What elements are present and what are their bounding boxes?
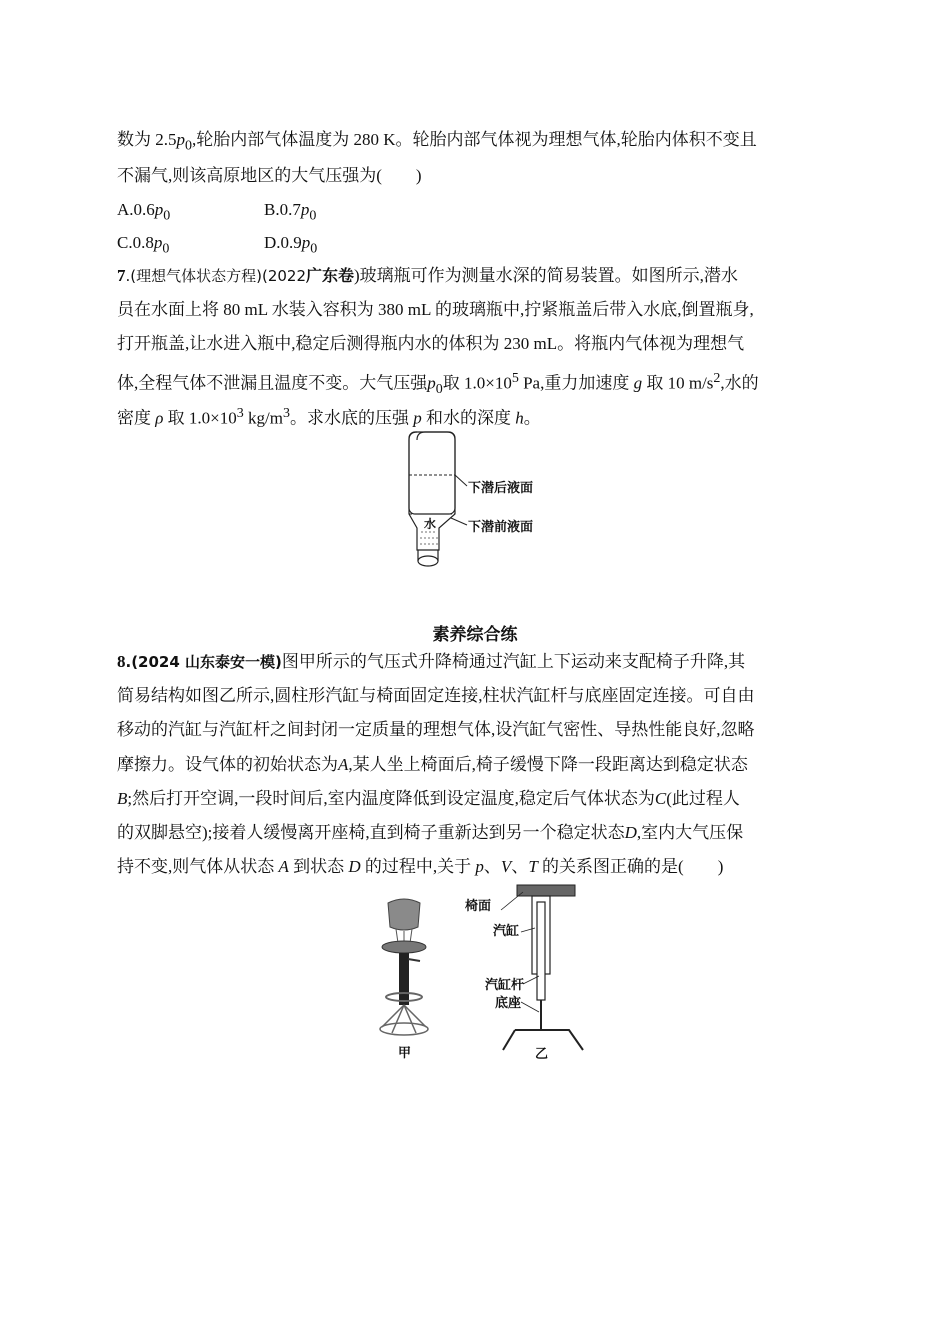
label-seat: 椅面 (465, 899, 492, 914)
subscript: 0 (309, 208, 317, 224)
question-number: 7 (117, 266, 126, 285)
q7-line-2: 员在水面上将 80 mL 水装入容积为 380 mL 的玻璃瓶中,拧紧瓶盖后带入水底,倒置瓶身, (117, 300, 754, 319)
superscript: 3 (282, 406, 290, 421)
chair-seat (382, 941, 426, 953)
q7-text: 。求水底的压强 (289, 408, 409, 428)
label-water: 水 (424, 517, 437, 531)
q7-text: 取 10 m/s (646, 373, 714, 393)
leader-base (521, 1002, 539, 1012)
var-V: V (500, 857, 512, 876)
q6-option-a[interactable] (117, 200, 170, 226)
chair-leg (404, 1005, 416, 1033)
caption-jia: 甲 (398, 1046, 412, 1061)
q8-line-3: 移动的汽缸与汽缸杆之间封闭一定质量的理想气体,设汽缸气密性、导热性能良好,忽略 (117, 720, 755, 739)
var-p: p (300, 200, 310, 219)
q6-option-b[interactable] (264, 200, 316, 226)
q8-text: ,某人坐上椅面后,椅子缓慢下降一段距离达到稳定状态 (348, 755, 748, 774)
q6-option-c[interactable] (117, 233, 169, 259)
question-source: 广东卷 (306, 266, 355, 285)
chair-gas-spring (399, 953, 409, 1005)
q8-text: (此过程人 (666, 789, 740, 808)
var-A: A (338, 755, 349, 774)
subscript: 0 (163, 208, 171, 224)
label-before-dive: 下潜前液面 (468, 520, 534, 535)
q7-line-4 (117, 369, 759, 400)
q8-text: 的关系图正确的是( ) (542, 857, 724, 876)
q8-text: 摩擦力。设气体的初始状态为 (117, 755, 338, 774)
var-D: D (624, 823, 637, 842)
question-tag: .(2024 山东泰安一模) (125, 653, 282, 671)
question-number: 8 (117, 652, 126, 671)
var-B: B (117, 789, 128, 808)
q8-text: 图甲所示的气压式升降椅通过汽缸上下运动来支配椅子升降,其 (281, 652, 746, 671)
q6-option-d[interactable] (264, 233, 317, 259)
chair-backrest (388, 899, 420, 930)
q7-text: 取 1.0×10 (442, 373, 512, 393)
subscript: 0 (310, 241, 318, 257)
q7-line-3: 打开瓶盖,让水进入瓶中,稳定后测得瓶内水的体积为 230 mL。将瓶内气体视为理想气 (117, 334, 745, 353)
question-tag: .(理想气体状态方程)(2022 (125, 267, 306, 285)
q8-text: 到状态 (293, 857, 345, 876)
option-label: A.0.6 (117, 200, 155, 219)
q8-text: 、 (511, 857, 529, 876)
q7-text: )玻璃瓶可作为测量水深的简易装置。如图所示,潜水 (354, 266, 738, 285)
var-p: p (475, 857, 484, 876)
chair-base-ring (380, 1023, 428, 1035)
cylinder-rod (537, 902, 545, 1000)
bottle-figure (395, 428, 565, 568)
var-p: p (153, 233, 163, 252)
q8-line-6 (117, 823, 743, 843)
option-label: D.0.9 (264, 233, 302, 252)
q8-line-4 (117, 755, 748, 775)
q8-line-5 (117, 789, 740, 809)
q8-text: 持不变,则气体从状态 (117, 857, 275, 876)
superscript: 3 (236, 406, 244, 421)
label-rod: 汽缸杆 (485, 978, 525, 993)
var-p: p (154, 200, 164, 219)
q6-line-2: 不漏气,则该高原地区的大气压强为( ) (117, 166, 422, 185)
label-after-dive: 下潜后液面 (468, 481, 534, 496)
section-title: 素养综合练 (432, 625, 518, 644)
var-g: g (633, 373, 643, 393)
var-p: p (413, 408, 422, 428)
seat-plate (517, 885, 575, 896)
leader-before (451, 518, 467, 525)
var-rho: ρ (155, 408, 164, 428)
caption-yi: 乙 (535, 1047, 549, 1062)
bottle-cap-ellipse (418, 556, 438, 566)
q7-text: 和水的深度 (425, 408, 511, 428)
q7-text: 体,全程气体不泄漏且温度不变。大气压强 (117, 373, 428, 393)
leader-seat (501, 892, 523, 910)
q7-text: 取 1.0×10 (167, 408, 237, 428)
q8-line-1 (117, 652, 745, 672)
subscript: 0 (435, 382, 443, 398)
subscript: 0 (185, 138, 192, 154)
q7-text: kg/m (243, 408, 283, 428)
q6-line-1 (117, 130, 757, 156)
chair-schematic-figure (465, 880, 595, 1065)
q8-text: 的过程中,关于 (364, 857, 472, 876)
q7-text: Pa,重力加速度 (518, 373, 630, 393)
q8-line-7 (117, 857, 723, 877)
bottle-outline (409, 432, 455, 550)
bottle-body (409, 432, 455, 514)
option-label: B.0.7 (264, 200, 301, 219)
q7-text: 。 (523, 408, 541, 428)
subscript: 0 (162, 241, 170, 257)
superscript: 2 (713, 371, 721, 386)
chair-leg (392, 1005, 404, 1033)
var-p: p (427, 373, 436, 393)
q7-line-5 (117, 404, 541, 429)
option-label: C.0.8 (117, 233, 154, 252)
chair-photo-figure (370, 895, 440, 1065)
q8-text: 、 (483, 857, 501, 876)
label-cylinder: 汽缸 (493, 924, 520, 939)
q7-line-1 (117, 266, 738, 286)
leader-after (455, 475, 467, 486)
var-T: T (528, 857, 538, 876)
superscript: 5 (511, 371, 519, 386)
q8-text: 的双脚悬空);接着人缓慢离开座椅,直到椅子重新达到另一个稳定状态 (117, 823, 625, 842)
q7-text: 密度 (117, 408, 151, 428)
var-p: p (301, 233, 311, 252)
var-p: p (176, 130, 185, 149)
chair-lever (408, 959, 420, 961)
var-D: D (348, 857, 361, 876)
var-C: C (654, 789, 667, 808)
q8-line-2: 简易结构如图乙所示,圆柱形汽缸与椅面固定连接,柱状汽缸杆与底座固定连接。可自由 (117, 686, 755, 705)
var-h: h (515, 408, 524, 428)
q8-text: ;然后打开空调,一段时间后,室内温度降低到设定温度,稳定后气体状态为 (127, 789, 655, 808)
q6-text: 数为 2.5 (117, 130, 177, 149)
label-base: 底座 (495, 996, 522, 1011)
var-A: A (278, 857, 289, 876)
q7-text: ,水的 (720, 373, 759, 393)
q6-text: ,轮胎内部气体温度为 280 K。轮胎内部气体视为理想气体,轮胎内体积不变且 (192, 130, 757, 149)
q8-text: ,室内大气压保 (636, 823, 744, 842)
